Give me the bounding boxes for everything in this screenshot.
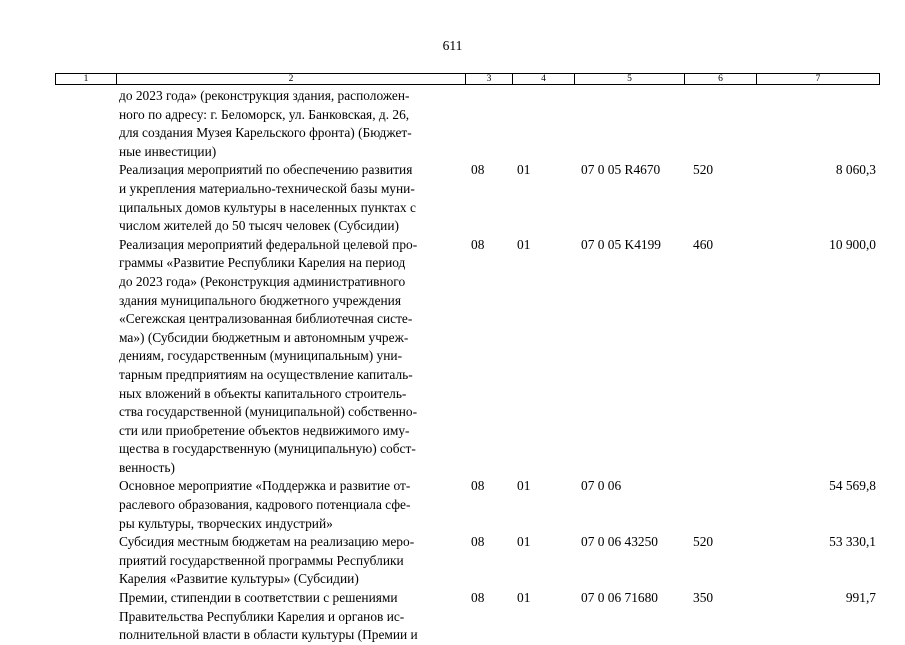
table-row <box>0 236 905 478</box>
description-line: ма») (Субсидии бюджетным и автономным учреж- <box>119 329 409 345</box>
description-line: Премии, стипендии в соответствии с решениями <box>119 590 398 606</box>
table-row <box>0 477 905 533</box>
description-line: и укрепления материально-технической базы муни- <box>119 180 415 196</box>
description-line: «Сегежская централизованная библиотечная систе- <box>119 311 413 327</box>
description-line: до 2023 года» (реконструкция здания, расположен- <box>119 88 410 103</box>
description-line: тарным предприятиям на осуществление капиталь- <box>119 366 413 382</box>
amount-value: 10 900,0 <box>829 236 876 252</box>
expense-type-code: 350 <box>693 590 714 606</box>
subsection-code: 01 <box>517 534 531 550</box>
row-description <box>119 161 465 235</box>
description-line: Реализация мероприятий федеральной целевой про- <box>119 236 418 252</box>
row-description <box>119 477 465 533</box>
description-line: Основное мероприятие «Поддержка и развитие от- <box>119 478 411 494</box>
subsection-code: 01 <box>517 236 531 252</box>
header-col-7: 7 <box>815 74 821 84</box>
description-line: Карелия «Развитие культуры» (Субсидии) <box>119 571 359 587</box>
table-row <box>0 589 905 645</box>
section-code: 08 <box>471 162 485 178</box>
description-line: ного по адресу: г. Беломорск, ул. Банковская, д. 26, <box>119 106 410 122</box>
description-line: полнительной власти в области культуры (Премии и <box>119 627 418 643</box>
description-line: числом жителей до 50 тысяч человек (Субсидии) <box>119 218 399 234</box>
section-code: 08 <box>471 590 485 606</box>
expense-type-code: 520 <box>693 162 714 178</box>
description-line: сти или приобретение объектов недвижимого иму- <box>119 422 410 438</box>
description-line: ства государственной (муниципальной) собственно- <box>119 404 418 420</box>
table-row <box>0 161 905 235</box>
section-code: 08 <box>471 534 485 550</box>
target-code: 07 0 05 K4199 <box>581 236 661 252</box>
description-line: Правительства Республики Карелия и органов ис- <box>119 608 405 624</box>
target-code: 07 0 06 71680 <box>581 590 658 606</box>
page-number: 611 <box>442 38 463 53</box>
description-line: приятий государственной программы Республики <box>119 552 404 568</box>
header-col-2: 2 <box>117 74 466 84</box>
amount-value: 991,7 <box>845 590 876 606</box>
section-code: 08 <box>471 236 485 252</box>
expense-type-code: 460 <box>693 236 714 252</box>
header-col-5: 5 <box>575 74 685 84</box>
description-line: раслевого образования, кадрового потенциала сфе- <box>119 497 411 513</box>
description-line: Субсидия местным бюджетам на реализацию меро- <box>119 534 415 550</box>
amount-value: 53 330,1 <box>829 534 876 550</box>
expense-type-code: 520 <box>693 534 714 550</box>
description-line: граммы «Развитие Республики Карелия на период <box>119 255 406 271</box>
description-line: ципальных домов культуры в населенных пунктах с <box>119 199 416 215</box>
target-code: 07 0 06 43250 <box>581 534 658 550</box>
header-col-6: 6 <box>685 74 757 84</box>
subsection-code: 01 <box>517 478 531 494</box>
subsection-code: 01 <box>517 162 531 178</box>
description-line: дениям, государственным (муниципальным) уни- <box>119 348 403 364</box>
table-body <box>0 87 905 645</box>
row-description <box>119 533 465 589</box>
description-line: здания муниципального бюджетного учреждения <box>119 292 402 308</box>
header-col-4: 4 <box>513 74 575 84</box>
description-line: ные инвестиции) <box>119 143 217 159</box>
section-code: 08 <box>471 478 485 494</box>
target-code: 07 0 06 <box>581 478 622 494</box>
target-code: 07 0 05 R4670 <box>581 162 661 178</box>
description-line: венность) <box>119 459 175 475</box>
description-line: щества в государственную (муниципальную) собст- <box>119 441 416 457</box>
description-line: до 2023 года» (Реконструкция административного <box>119 273 406 289</box>
description-line: ных вложений в объекты капитального строитель- <box>119 385 407 401</box>
header-col-1: 1 <box>56 74 117 84</box>
amount-value: 54 569,8 <box>829 478 876 494</box>
table-header-row <box>55 73 880 85</box>
amount-value: 8 060,3 <box>835 162 876 178</box>
description-line: Реализация мероприятий по обеспечению развития <box>119 162 413 178</box>
row-description <box>119 589 465 645</box>
table-row <box>0 87 905 161</box>
header-col-3: 3 <box>466 74 513 84</box>
description-line: ры культуры, творческих индустрий» <box>119 515 333 531</box>
description-line: для создания Музея Карельского фронта) (Бюджет- <box>119 125 412 141</box>
table-row <box>0 533 905 589</box>
row-description <box>119 87 465 161</box>
row-description <box>119 236 465 478</box>
subsection-code: 01 <box>517 590 531 606</box>
